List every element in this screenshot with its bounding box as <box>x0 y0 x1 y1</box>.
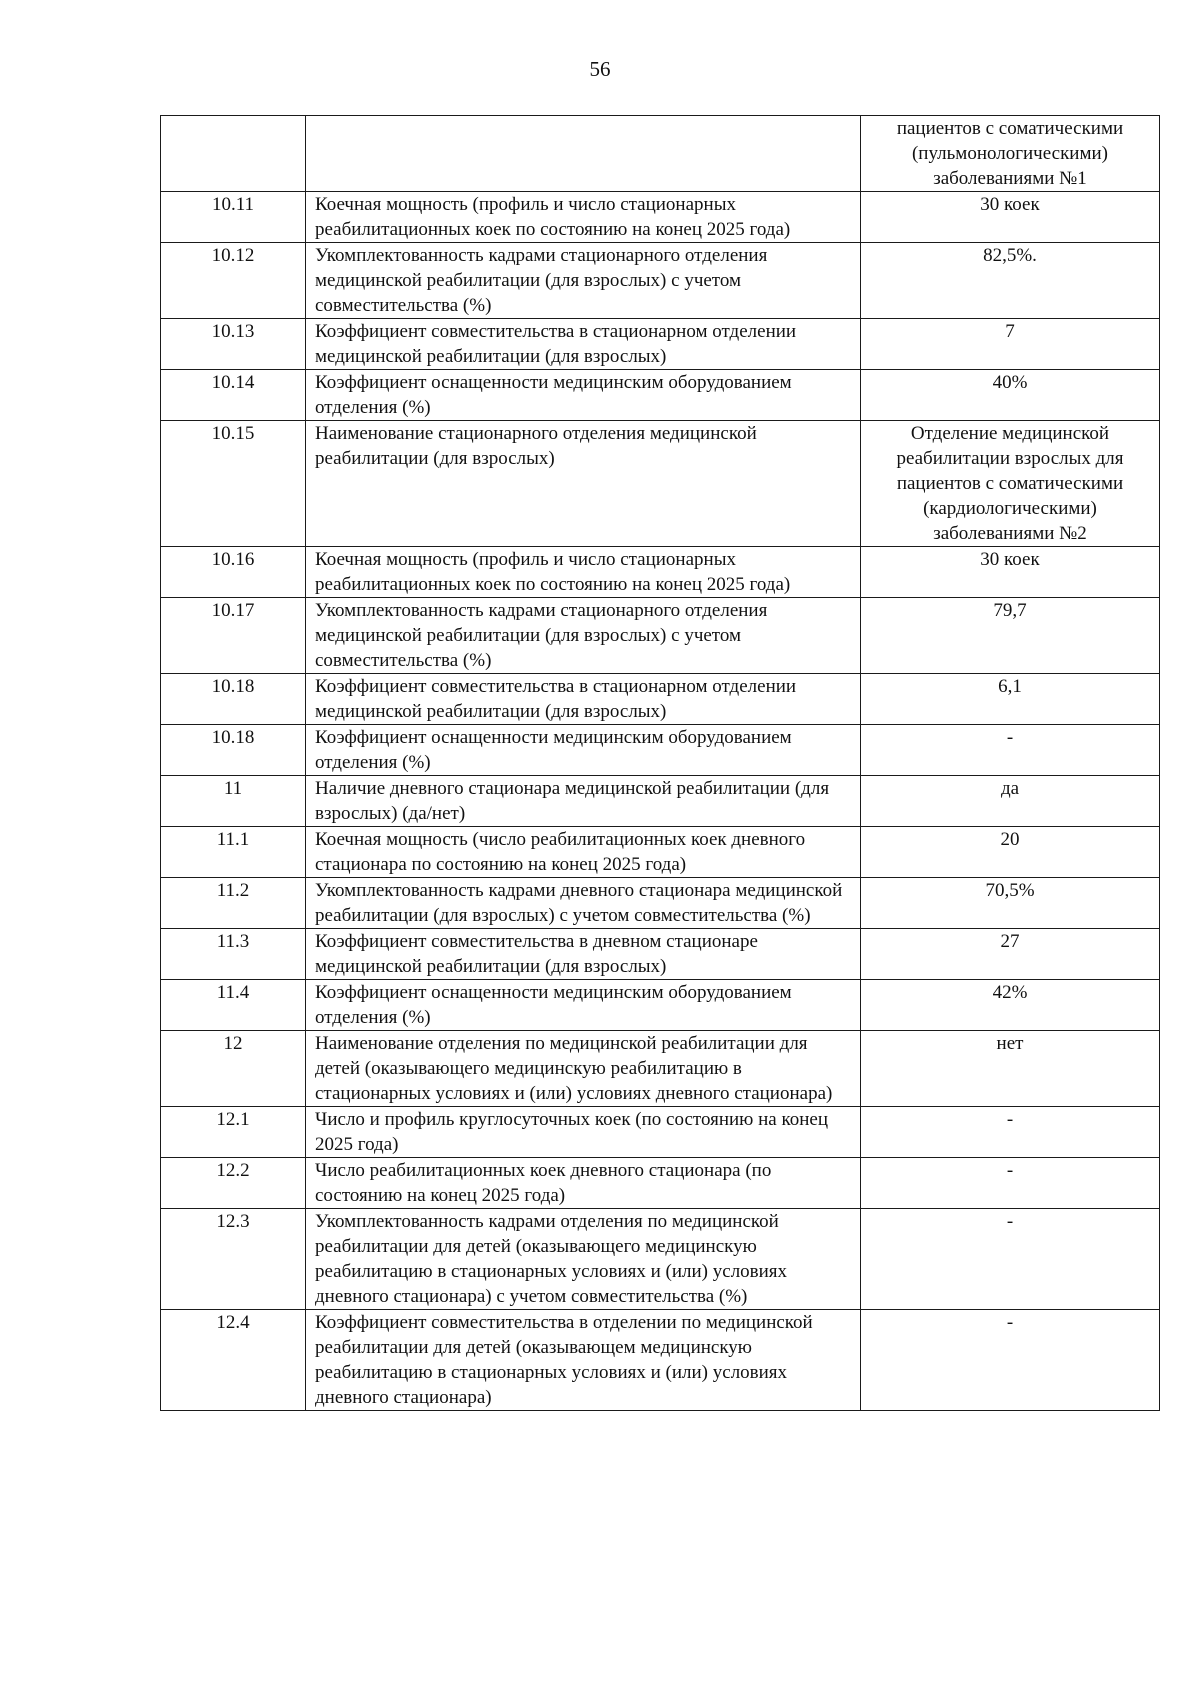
indicator-value-cell: 30 коек <box>861 547 1160 598</box>
row-number-cell: 10.17 <box>161 598 306 674</box>
row-number-cell: 11.2 <box>161 878 306 929</box>
row-number-cell: 10.16 <box>161 547 306 598</box>
indicator-value-cell: - <box>861 725 1160 776</box>
indicator-description-cell: Число и профиль круглосуточных коек (по состоянию на конец 2025 года) <box>306 1107 861 1158</box>
row-number-cell: 11.3 <box>161 929 306 980</box>
indicator-description-cell: Коечная мощность (профиль и число стационарных реабилитационных коек по состоянию на конец 2025 года) <box>306 192 861 243</box>
table-row <box>161 725 1160 776</box>
indicator-value-cell: 30 коек <box>861 192 1160 243</box>
row-number-cell: 10.18 <box>161 725 306 776</box>
indicator-description-cell: Укомплектованность кадрами стационарного отделения медицинской реабилитации (для взрослых) с учетом совместительства (%) <box>306 243 861 319</box>
indicator-value-cell: 6,1 <box>861 674 1160 725</box>
indicator-description-cell: Коечная мощность (число реабилитационных коек дневного стационара по состоянию на конец 2025 года) <box>306 827 861 878</box>
table-body <box>161 116 1160 1411</box>
indicator-description-cell: Наименование отделения по медицинской реабилитации для детей (оказывающего медицинскую реабилитацию в стационарных условиях и (или) условиях дневного стационара) <box>306 1031 861 1107</box>
table-row <box>161 1158 1160 1209</box>
row-number-cell: 10.11 <box>161 192 306 243</box>
indicators-table <box>160 115 1160 1411</box>
table-row <box>161 192 1160 243</box>
indicator-description-cell: Коэффициент оснащенности медицинским оборудованием отделения (%) <box>306 725 861 776</box>
table-row <box>161 421 1160 547</box>
indicator-description-cell: Коэффициент совместительства в стационарном отделении медицинской реабилитации (для взрослых) <box>306 674 861 725</box>
row-number-cell: 10.13 <box>161 319 306 370</box>
table-row <box>161 929 1160 980</box>
indicator-description-cell: Число реабилитационных коек дневного стационара (по состоянию на конец 2025 года) <box>306 1158 861 1209</box>
table-row <box>161 319 1160 370</box>
indicator-description-cell: Укомплектованность кадрами стационарного отделения медицинской реабилитации (для взрослых) с учетом совместительства (%) <box>306 598 861 674</box>
table-row <box>161 1209 1160 1310</box>
indicator-description-cell: Коэффициент совместительства в отделении по медицинской реабилитации для детей (оказывающем медицинскую реабилитацию в стационарных условиях и (или) условиях дневного стационара) <box>306 1310 861 1411</box>
table-row <box>161 547 1160 598</box>
indicator-value-cell: 40% <box>861 370 1160 421</box>
indicator-description-cell: Наименование стационарного отделения медицинской реабилитации (для взрослых) <box>306 421 861 547</box>
table-row <box>161 827 1160 878</box>
table-row <box>161 878 1160 929</box>
indicator-value-cell: 27 <box>861 929 1160 980</box>
table-row <box>161 598 1160 674</box>
table-row <box>161 1310 1160 1411</box>
indicator-value-cell: пациентов с соматическими (пульмонологическими) заболеваниями №1 <box>861 116 1160 192</box>
row-number-cell: 11.4 <box>161 980 306 1031</box>
row-number-cell: 11 <box>161 776 306 827</box>
table-row <box>161 1107 1160 1158</box>
indicator-description-cell: Коэффициент оснащенности медицинским оборудованием отделения (%) <box>306 980 861 1031</box>
indicator-value-cell: - <box>861 1310 1160 1411</box>
indicator-value-cell: 42% <box>861 980 1160 1031</box>
table-row <box>161 1031 1160 1107</box>
table-row <box>161 776 1160 827</box>
indicator-value-cell: - <box>861 1158 1160 1209</box>
row-number-cell: 12.2 <box>161 1158 306 1209</box>
row-number-cell: 10.15 <box>161 421 306 547</box>
indicator-description-cell: Коэффициент совместительства в дневном стационаре медицинской реабилитации (для взрослых) <box>306 929 861 980</box>
indicator-value-cell: 20 <box>861 827 1160 878</box>
row-number-cell: 12 <box>161 1031 306 1107</box>
indicator-description-cell <box>306 116 861 192</box>
table-row <box>161 674 1160 725</box>
indicator-description-cell: Коэффициент оснащенности медицинским оборудованием отделения (%) <box>306 370 861 421</box>
indicator-value-cell: 79,7 <box>861 598 1160 674</box>
indicator-value-cell: - <box>861 1209 1160 1310</box>
table-row <box>161 116 1160 192</box>
page-number: 56 <box>589 57 611 81</box>
indicator-value-cell: да <box>861 776 1160 827</box>
row-number-cell: 10.14 <box>161 370 306 421</box>
indicator-value-cell: 70,5% <box>861 878 1160 929</box>
indicator-description-cell: Укомплектованность кадрами отделения по медицинской реабилитации для детей (оказывающего медицинскую реабилитацию в стационарных условиях и (или) условиях дневного стационара) с учетом совместительства (%) <box>306 1209 861 1310</box>
indicator-value-cell: нет <box>861 1031 1160 1107</box>
row-number-cell: 11.1 <box>161 827 306 878</box>
table-row <box>161 980 1160 1031</box>
indicator-value-cell: - <box>861 1107 1160 1158</box>
row-number-cell: 12.1 <box>161 1107 306 1158</box>
row-number-cell: 12.3 <box>161 1209 306 1310</box>
table-row <box>161 243 1160 319</box>
table-row <box>161 370 1160 421</box>
indicator-description-cell: Коэффициент совместительства в стационарном отделении медицинской реабилитации (для взрослых) <box>306 319 861 370</box>
row-number-cell: 12.4 <box>161 1310 306 1411</box>
indicator-description-cell: Наличие дневного стационара медицинской реабилитации (для взрослых) (да/нет) <box>306 776 861 827</box>
indicator-value-cell: Отделение медицинской реабилитации взрослых для пациентов с соматическими (кардиологическими) заболеваниями №2 <box>861 421 1160 547</box>
indicator-value-cell: 7 <box>861 319 1160 370</box>
indicator-value-cell: 82,5%. <box>861 243 1160 319</box>
row-number-cell: 10.12 <box>161 243 306 319</box>
indicator-description-cell: Коечная мощность (профиль и число стационарных реабилитационных коек по состоянию на конец 2025 года) <box>306 547 861 598</box>
row-number-cell: 10.18 <box>161 674 306 725</box>
row-number-cell <box>161 116 306 192</box>
indicator-description-cell: Укомплектованность кадрами дневного стационара медицинской реабилитации (для взрослых) с учетом совместительства (%) <box>306 878 861 929</box>
